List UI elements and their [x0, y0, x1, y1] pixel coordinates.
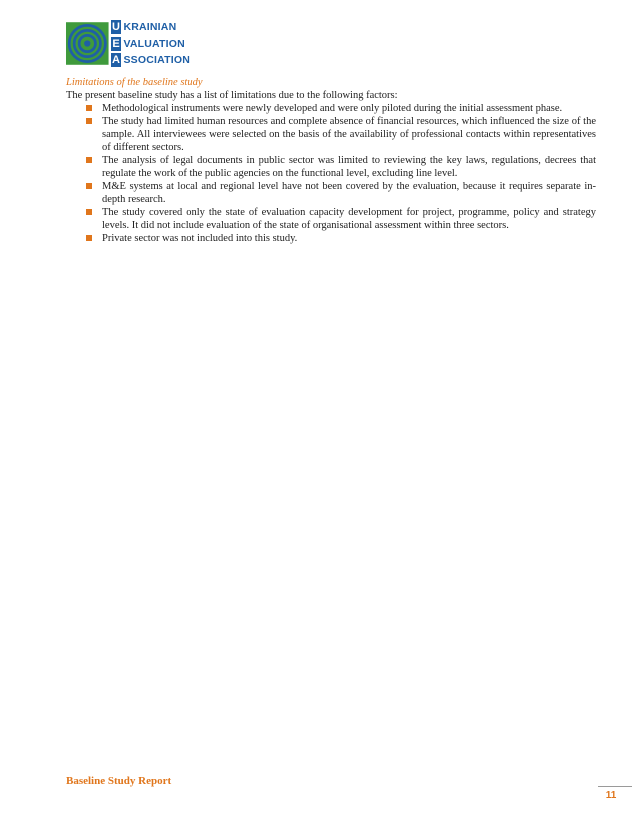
list-item-text: Methodological instruments were newly developed and were only piloted during the initial assessment phase. [102, 103, 563, 114]
list-item [66, 206, 596, 232]
square-bullet-icon [86, 157, 92, 163]
limitations-list [66, 102, 596, 245]
page-content [66, 76, 596, 245]
logo-initials [111, 20, 122, 67]
footer-divider [598, 786, 632, 787]
list-item-text: Private sector was not included into this study. [102, 233, 298, 244]
logo-words [123, 20, 190, 67]
list-item-text: The study covered only the state of evaluation capacity development for project, programme, policy and strategy levels. It did not include evaluation of the state of organisational assessment within three sectors. [102, 207, 596, 231]
page-number: 11 [605, 790, 617, 801]
logo-letter-a: A [112, 54, 120, 66]
footer-report-title: Baseline Study Report [66, 775, 172, 787]
list-item [66, 180, 596, 206]
list-item [66, 232, 596, 245]
list-item [66, 102, 596, 115]
list-item-text: The analysis of legal documents in public sector was limited to reviewing the key laws, regulations, decrees that regulate the work of the public agencies on the functional level, excluding line level. [102, 155, 596, 179]
logo-letter-e: E [112, 37, 120, 50]
list-item [66, 115, 596, 154]
square-bullet-icon [86, 105, 92, 111]
logo-word-evaluation: VALUATION [123, 37, 185, 50]
square-bullet-icon [86, 118, 92, 124]
square-bullet-icon [86, 183, 92, 189]
list-item-text: M&E systems at local and regional level have not been covered by the evaluation, because it requires separate in-depth research. [102, 181, 596, 205]
section-title: Limitations of the baseline study [66, 77, 203, 88]
concentric-circles-logo-icon [66, 20, 109, 67]
logo-letter-u: U [112, 21, 120, 33]
intro-paragraph: The present baseline study has a list of limitations due to the following factors: [66, 90, 398, 101]
list-item [66, 154, 596, 180]
list-item-text: The study had limited human resources and complete absence of financial resources, which influenced the size of the sample. All interviewees were selected on the basis of the availability of professional contacts within representatives of different sectors. [102, 116, 596, 153]
square-bullet-icon [86, 235, 92, 241]
square-bullet-icon [86, 209, 92, 215]
logo-word-association: SSOCIATION [123, 54, 190, 66]
uea-logo [66, 20, 190, 67]
logo-word-ukrainian: KRAINIAN [123, 21, 177, 33]
